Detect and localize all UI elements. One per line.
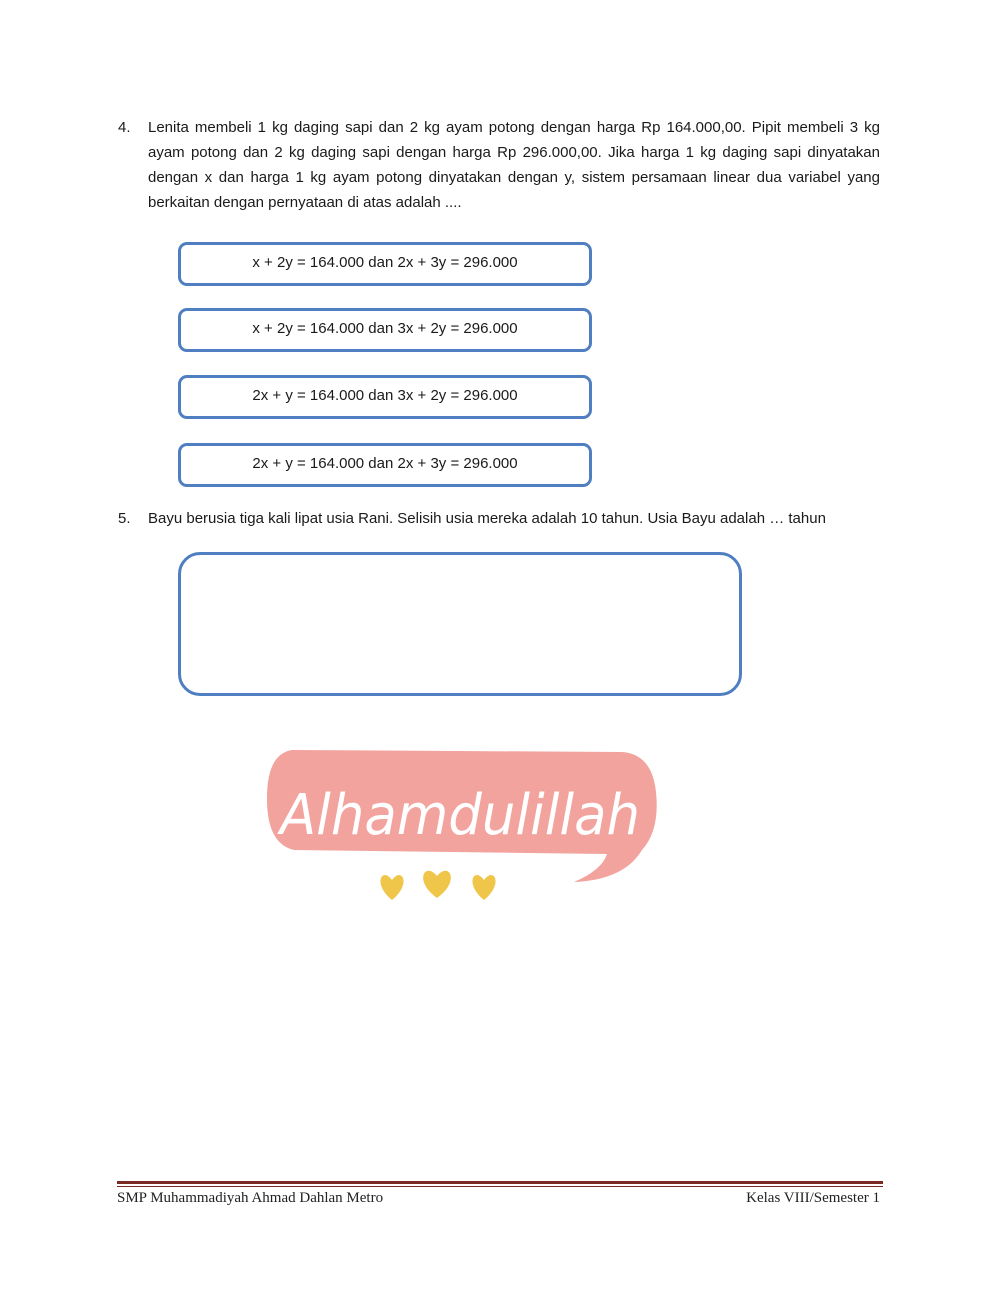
question-4-number: 4. [118,119,131,136]
sticker-text: Alhamdulillah [277,783,640,848]
question-5 [118,506,880,531]
answer-option-2[interactable] [178,308,592,352]
answer-option-2-label: x + 2y = 164.000 dan 3x + 2y = 296.000 [252,320,518,337]
question-4 [118,115,880,215]
footer-divider-thin [117,1186,883,1187]
answer-input-box[interactable] [178,552,742,696]
alhamdulillah-sticker [262,742,662,912]
footer-class-semester: Kelas VIII/Semester 1 [746,1190,880,1206]
answer-option-1[interactable] [178,242,592,286]
heart-icon [472,875,495,900]
footer-school-name: SMP Muhammadiyah Ahmad Dahlan Metro [117,1190,384,1206]
answer-option-4-label: 2x + y = 164.000 dan 2x + 3y = 296.000 [252,455,518,472]
heart-icon [423,871,451,898]
answer-option-3-label: 2x + y = 164.000 dan 3x + 2y = 296.000 [252,387,518,404]
heart-icon [380,875,403,900]
question-5-number: 5. [118,510,131,527]
question-5-text: Bayu berusia tiga kali lipat usia Rani. Selisih usia mereka adalah 10 tahun. Usia Bayu adalah … tahun [148,510,826,527]
answer-option-4[interactable] [178,443,592,487]
footer-divider-thick [117,1181,883,1184]
question-4-text: Lenita membeli 1 kg daging sapi dan 2 kg ayam potong dengan harga Rp 164.000,00. Pipit membeli 3 kg ayam potong dan 2 kg daging sapi dengan harga Rp 296.000,00. Jika harga 1 kg daging sapi dinyatakan dengan x dan harga 1 kg ayam potong dinyatakan dengan y, sistem persamaan linear dua variabel yang berkaitan dengan pernyataan di atas adalah .... [148,119,880,211]
answer-option-1-label: x + 2y = 164.000 dan 2x + 3y = 296.000 [252,254,518,271]
answer-option-3[interactable] [178,375,592,419]
